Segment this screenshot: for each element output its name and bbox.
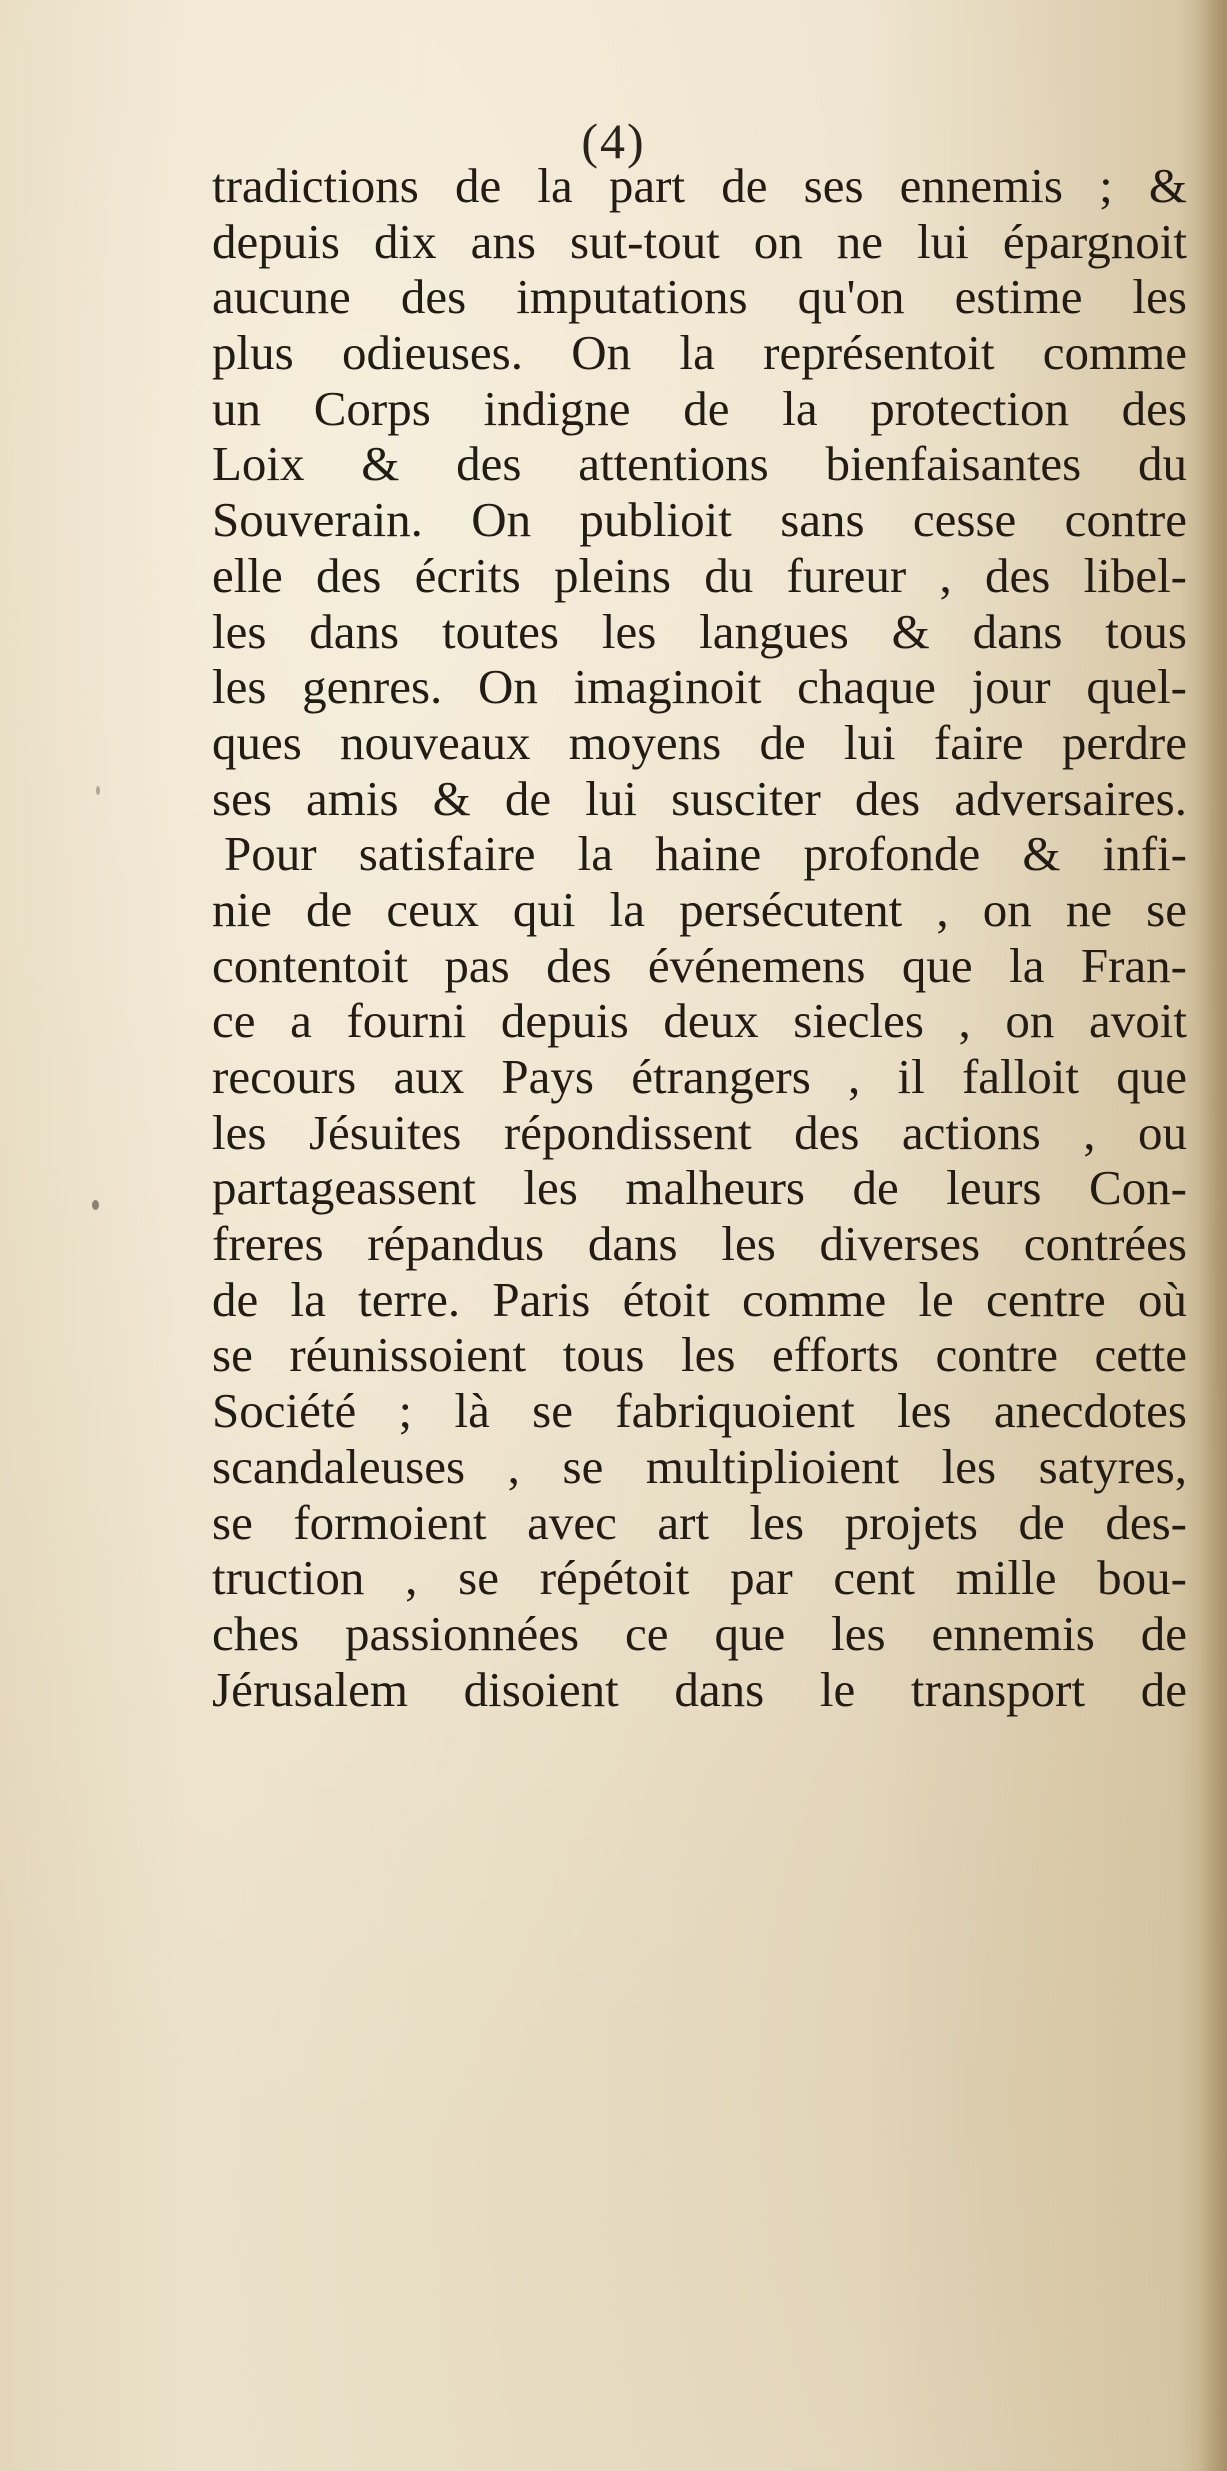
text-line: aucune des imputations qu'on estime les	[212, 269, 1187, 325]
text-line: les Jésuites répondissent des actions , ou	[212, 1104, 1187, 1160]
text-line: les dans toutes les langues & dans tous	[212, 603, 1187, 659]
text-line: les genres. On imaginoit chaque jour quel-	[212, 659, 1187, 715]
text-line: scandaleuses , se multiplioient les satyres,	[212, 1438, 1187, 1494]
text-line: ches passionnées ce que les ennemis de	[212, 1605, 1187, 1661]
text-line: Jérusalem disoient dans le transport de	[212, 1661, 1187, 1717]
text-line: tradictions de la part de ses ennemis ; &	[212, 158, 1187, 213]
text-line: nie de ceux qui la persécutent , on ne se	[212, 881, 1187, 937]
text-line: recours aux Pays étrangers , il falloit que	[212, 1049, 1187, 1104]
body-text	[212, 158, 1187, 1717]
page-edge-shadow	[1199, 0, 1227, 2471]
ink-spot	[96, 786, 100, 795]
text-line: de la terre. Paris étoit comme le centre où	[212, 1271, 1187, 1327]
text-line: Loix & des attentions bienfaisantes du	[212, 436, 1187, 492]
text-line: se formoient avec art les projets de des-	[212, 1494, 1187, 1550]
text-line: se réunissoient tous les efforts contre cette	[212, 1327, 1187, 1383]
ink-spot	[92, 1200, 99, 1210]
text-line: plus odieuses. On la représentoit comme	[212, 325, 1187, 381]
page-number: (4)	[581, 113, 646, 169]
text-line: ques nouveaux moyens de lui faire perdre	[212, 714, 1187, 770]
text-line: Société ; là se fabriquoient les anecdotes	[212, 1383, 1187, 1439]
text-line: freres répandus dans les diverses contrées	[212, 1216, 1187, 1272]
text-line: depuis dix ans sut-tout on ne lui épargnoit	[212, 213, 1187, 269]
text-line: Souverain. On publioit sans cesse contre	[212, 492, 1187, 548]
text-line: un Corps indigne de la protection des	[212, 380, 1187, 436]
text-line: partageassent les malheurs de leurs Con-	[212, 1160, 1187, 1216]
text-line: ses amis & de lui susciter des adversaires.	[212, 770, 1187, 826]
text-line: ce a fourni depuis deux siecles , on avoit	[212, 993, 1187, 1049]
text-line: elle des écrits pleins du fureur , des libel-	[212, 547, 1187, 603]
text-line: truction , se répétoit par cent mille bou-	[212, 1550, 1187, 1606]
text-line: Pour satisfaire la haine profonde & infi-	[224, 826, 1187, 882]
text-line: contentoit pas des événemens que la Fran-	[212, 937, 1187, 993]
